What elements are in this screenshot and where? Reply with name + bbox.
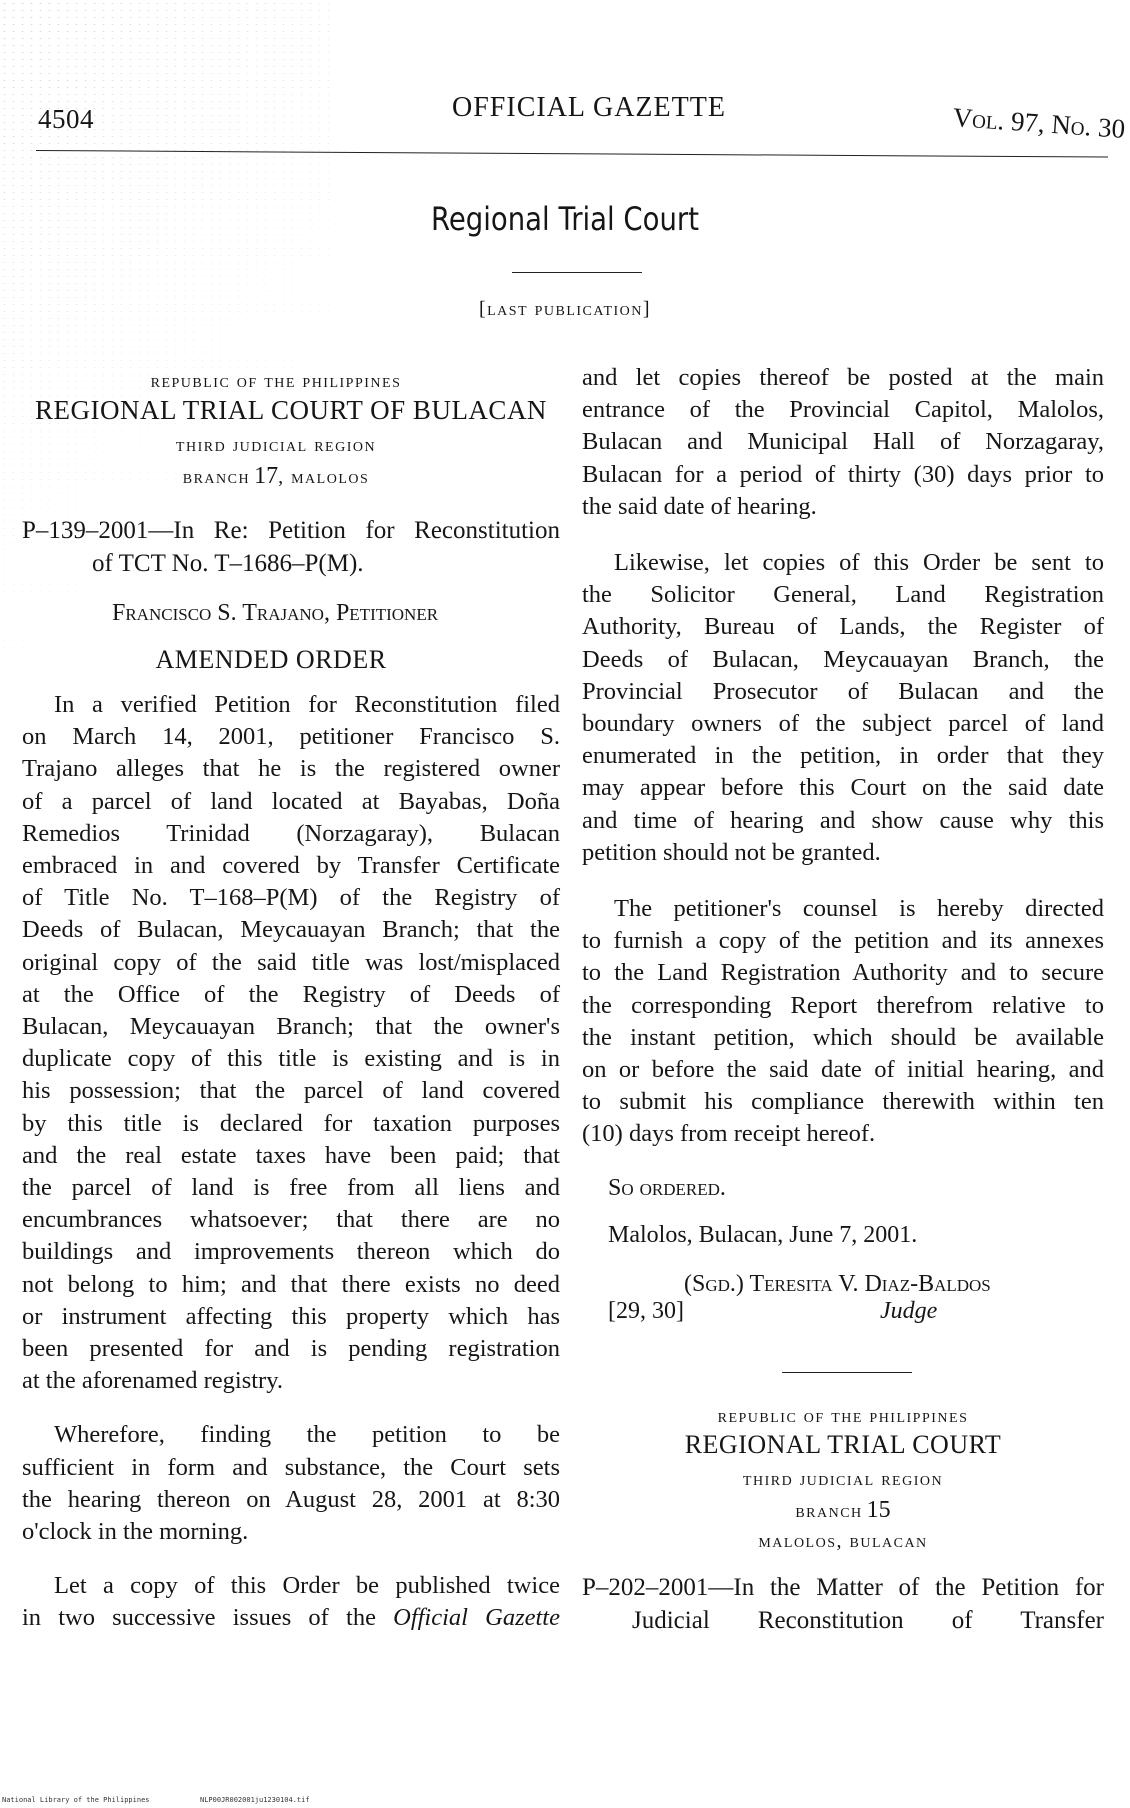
region-heading: third judicial region (175, 434, 377, 456)
so-ordered: So ordered. (608, 1174, 726, 1201)
left-column (22, 370, 560, 1635)
text-line: the hearing thereon on August 28, 2001 at 8:30 (22, 1485, 560, 1513)
notice-divider (782, 1372, 912, 1373)
branch-label-2: branch (795, 1499, 863, 1522)
text-line: his possession; that the parcel of land covered (22, 1077, 560, 1105)
branch-number-2: 15 (866, 1496, 891, 1523)
petitioner-line: Francisco S. Trajano, Petitioner (112, 600, 439, 626)
text-line: The petitioner's counsel is hereby directed (614, 895, 1104, 923)
case-line: P–202–2001—In the Matter of the Petition for (582, 1573, 1104, 1601)
case-line: P–139–2001—In Re: Petition for Reconstitution (22, 517, 560, 544)
text-line: Provincial Prosecutor of Bulacan and the (582, 677, 1104, 705)
court-heading-2: REGIONAL TRIAL COURT (684, 1429, 1002, 1459)
case-caption-2 (582, 1571, 1104, 1637)
text-line: Likewise, let copies of this Order be sent to (614, 549, 1104, 577)
paragraph-publication (22, 1570, 560, 1634)
text-line: Remedios Trinidad (Norzagaray), Bulacan (22, 819, 560, 847)
volume-number: Vol. 97, No. 30 (951, 102, 1127, 144)
text-line: Trajano alleges that he is the registered owner (22, 755, 560, 783)
text-line: on March 14, 2001, petitioner Francisco S. (22, 723, 560, 751)
footer-library: National Library of the Philippines (2, 1796, 150, 1804)
court-heading: REGIONAL TRIAL COURT OF BULACAN (35, 395, 547, 425)
paragraph-petition (22, 689, 560, 1397)
branch-number: 17 (254, 463, 279, 489)
text-line: entrance of the Provincial Capitol, Malolos, (582, 396, 1104, 424)
text-line: enumerated in the petition, in order that they (582, 742, 1104, 770)
text-line: duplicate copy of this title is existing and is in (22, 1045, 560, 1073)
text-line: boundary owners of the subject parcel of land (582, 710, 1104, 738)
text-line: (10) days from receipt hereof. (582, 1120, 876, 1148)
text-line: Deeds of Bulacan, Meycauayan Branch, the (582, 645, 1104, 673)
text-line: Wherefore, finding the petition to be (54, 1421, 560, 1449)
section-title: Regional Trial Court (430, 200, 700, 238)
text-line: embraced in and covered by Transfer Certificate (22, 852, 560, 880)
publication-note: [last publication] (478, 298, 652, 320)
branch-label: branch (182, 466, 251, 488)
footer-file: NLP00JR002001ju1230104.tif (200, 1796, 310, 1804)
text-line: petition should not be granted. (582, 838, 881, 866)
text-line: or instrument affecting this property which has (22, 1302, 560, 1330)
text-line: at the Office of the Registry of Deeds of (22, 980, 560, 1008)
text-line: In a verified Petition for Reconstitution filed (54, 691, 560, 718)
paragraph-likewise (582, 547, 1104, 869)
text-line: Let a copy of this Order be published twice (54, 1572, 560, 1600)
paragraph-posting (582, 362, 1104, 523)
publication-title: OFFICIAL GAZETTE (452, 92, 726, 123)
text-line: the instant petition, which should be available (582, 1023, 1104, 1051)
text-line: and let copies thereof be posted at the main (582, 364, 1104, 391)
case-caption (22, 514, 560, 580)
text-line: and the real estate taxes have been paid; that (22, 1141, 560, 1169)
place-heading-2: malolos, bulacan (758, 1529, 928, 1552)
branch-place: , malolos (278, 466, 370, 488)
text-line: and time of hearing and show cause why this (582, 806, 1104, 834)
text-line: not belong to him; and that there exists no deed (22, 1270, 560, 1298)
section-divider (512, 272, 642, 273)
issue-numbers: [29, 30] (608, 1297, 684, 1324)
text-line: the corresponding Report therefrom relative to (582, 991, 1104, 1019)
paragraph-wherefore (22, 1419, 560, 1548)
text-line: of a parcel of land located at Bayabas, Doña (22, 787, 560, 815)
gazette-name: Official Gazette (393, 1604, 560, 1632)
signature-footer (582, 1298, 1104, 1330)
text-line: Deeds of Bulacan, Meycauayan Branch; that the (22, 916, 560, 944)
page-number: 4504 (38, 104, 94, 134)
text-line: been presented for and is pending registration (22, 1335, 560, 1363)
text-line: buildings and improvements thereon which do (22, 1238, 560, 1266)
place-and-date: Malolos, Bulacan, June 7, 2001. (608, 1221, 918, 1248)
text-fragment: in two successive issues of the (22, 1604, 376, 1632)
text-line: encumbrances whatsoever; that there are no (22, 1206, 560, 1234)
text-line: to furnish a copy of the petition and its annexes (582, 927, 1104, 955)
text-line: at the aforenamed registry. (22, 1367, 283, 1395)
right-column (582, 362, 1104, 1637)
text-line: on or before the said date of initial hearing, and (582, 1056, 1104, 1084)
republic-heading-2: republic of the philippines (717, 1404, 969, 1427)
text-line: Authority, Bureau of Lands, the Register of (582, 613, 1104, 641)
text-line: to submit his compliance therewith within ten (582, 1088, 1104, 1116)
text-line: the Solicitor General, Land Registration (582, 581, 1104, 609)
text-line (22, 1602, 560, 1634)
text-line: Bulacan, Meycauayan Branch; that the owner's (22, 1013, 560, 1041)
region-heading-2: third judicial region (742, 1467, 944, 1490)
republic-heading: republic of the philippines (150, 370, 402, 392)
branch-heading-2 (582, 1497, 1104, 1524)
order-title: AMENDED ORDER (155, 645, 387, 674)
case-line: of TCT No. T–1686–P(M). (92, 550, 364, 577)
text-line: sufficient in form and substance, the Court sets (22, 1453, 560, 1481)
branch-heading (22, 463, 560, 490)
paragraph-counsel (582, 893, 1104, 1151)
text-line: Bulacan for a period of thirty (30) days prior to (582, 460, 1104, 488)
text-line: original copy of the said title was lost/misplaced (22, 948, 560, 976)
judge-title: Judge (880, 1297, 938, 1324)
text-line: to the Land Registration Authority and to secure (582, 959, 1104, 987)
text-line: o'clock in the morning. (22, 1518, 249, 1546)
text-line: Bulacan and Municipal Hall of Norzagaray, (582, 428, 1104, 456)
text-line: may appear before this Court on the said date (582, 774, 1104, 802)
text-line: the said date of hearing. (582, 492, 817, 520)
text-line: by this title is declared for taxation purposes (22, 1109, 560, 1137)
text-line: the parcel of land is free from all liens and (22, 1174, 560, 1202)
text-line: of Title No. T–168–P(M) of the Registry of (22, 884, 560, 912)
case-line: Judicial Reconstitution of Transfer (632, 1606, 1104, 1634)
signature-line: (Sgd.) Teresita V. Diaz-Baldos (684, 1270, 991, 1297)
